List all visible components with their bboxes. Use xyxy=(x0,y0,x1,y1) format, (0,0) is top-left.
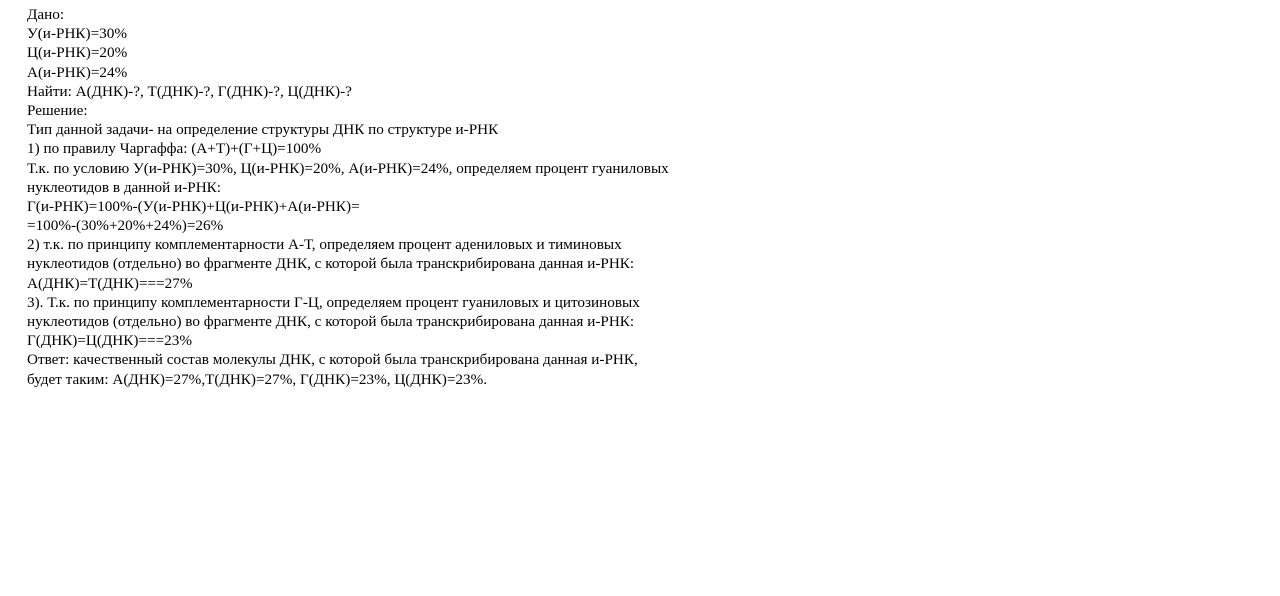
given-adenine: А(и-РНК)=24% xyxy=(27,63,128,81)
solution-document xyxy=(27,5,1267,389)
step-1-formula: Г(и-РНК)=100%-(У(и-РНК)+Ц(и-РНК)+А(и-РНК)= xyxy=(27,197,360,215)
solution-heading: Решение: xyxy=(27,101,88,119)
step-3-text-cont: нуклеотидов (отдельно) во фрагменте ДНК, с которой была транскрибирована данная и-РНК: xyxy=(27,313,635,330)
step-1-result: =100%-(30%+20%+24%)=26% xyxy=(27,217,224,235)
step-1-text: Т.к. по условию У(и-РНК)=30%, Ц(и-РНК)=20%, А(и-РНК)=24%, определяем процент гуаниловых xyxy=(27,159,669,177)
given-uracil: У(и-РНК)=30% xyxy=(27,25,128,43)
step-2-result: А(ДНК)=Т(ДНК)===27% xyxy=(27,274,193,292)
task-type-line: Тип данной задачи- на определение структуры ДНК по структуре и-РНК xyxy=(27,121,499,139)
find-line: Найти: А(ДНК)-?, Т(ДНК)-?, Г(ДНК)-?, Ц(ДНК)-? xyxy=(27,82,352,100)
given-cytosine: Ц(и-РНК)=20% xyxy=(27,44,128,62)
given-heading: Дано: xyxy=(27,6,65,23)
step-2-text-cont: нуклеотидов (отдельно) во фрагменте ДНК, с которой была транскрибирована данная и-РНК: xyxy=(27,255,635,273)
step-1-text-cont: нуклеотидов в данной и-РНК: xyxy=(27,178,222,196)
step-3-text: 3). Т.к. по принципу комплементарности Г-Ц, определяем процент гуаниловых и цитозиновых xyxy=(27,293,640,311)
answer-line: Ответ: качественный состав молекулы ДНК, с которой была транскрибирована данная и-РНК, xyxy=(27,351,638,369)
step-3-result: Г(ДНК)=Ц(ДНК)===23% xyxy=(27,332,192,350)
step-1-rule: 1) по правилу Чаргаффа: (А+Т)+(Г+Ц)=100% xyxy=(27,140,322,158)
step-2-text: 2) т.к. по принципу комплементарности А-Т, определяем процент адениловых и тиминовых xyxy=(27,236,622,254)
answer-line-cont: будет таким: А(ДНК)=27%,Т(ДНК)=27%, Г(ДНК)=23%, Ц(ДНК)=23%. xyxy=(27,370,488,388)
